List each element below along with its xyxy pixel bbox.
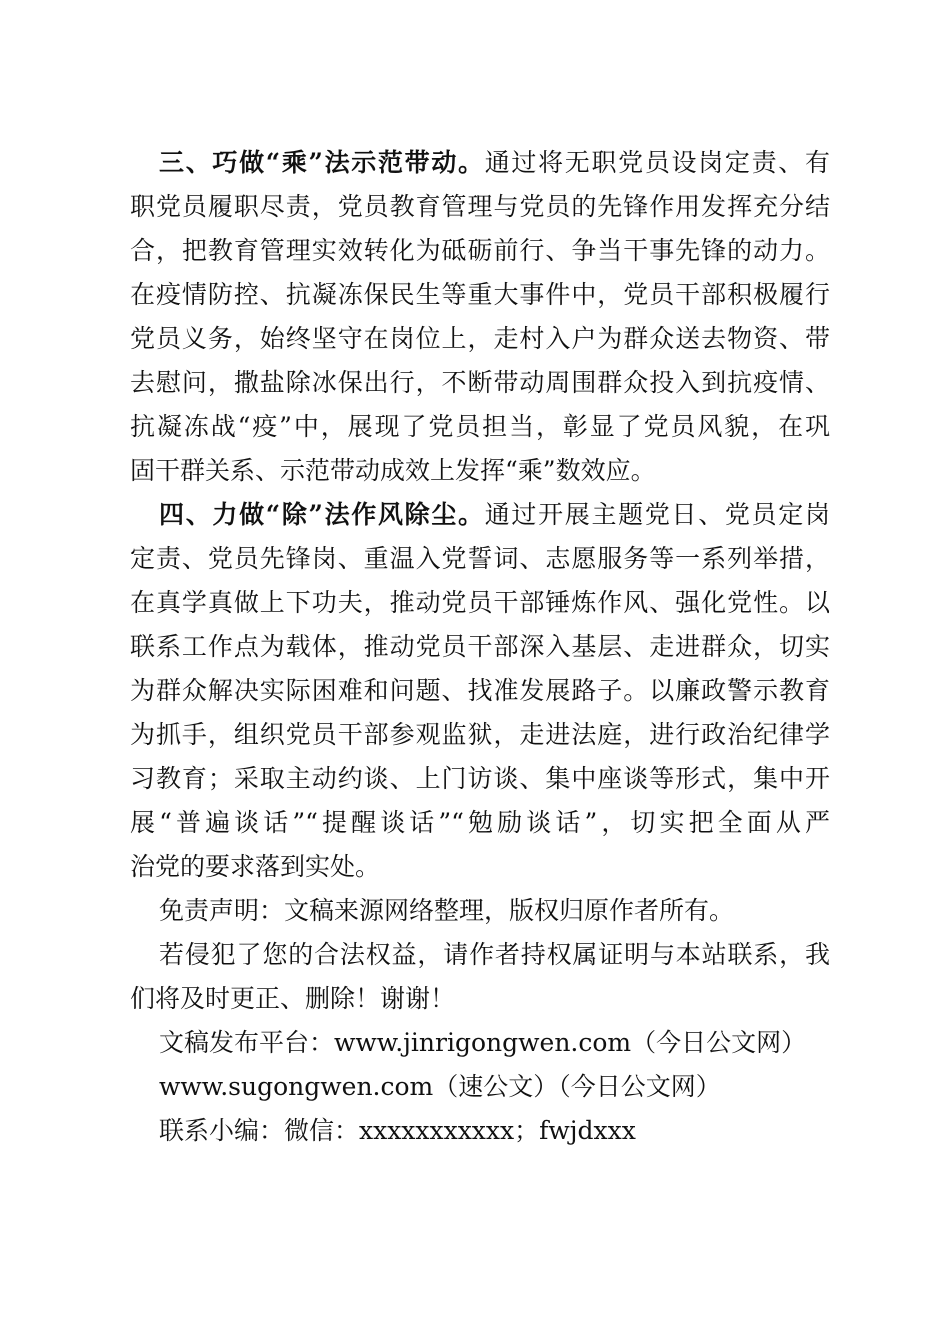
disclaimer xyxy=(130,889,830,1153)
paragraph-line: 治党的要求落到实处。 xyxy=(130,852,381,881)
paragraph-line: 合，把教育管理实效转化为砥砺前行、争当干事先锋的动力。 xyxy=(130,236,830,265)
section-heading: 四、力做“除”法作风除尘。 xyxy=(159,500,485,529)
paragraph-line: 习教育；采取主动约谈、上门访谈、集中座谈等形式，集中开 xyxy=(130,764,830,793)
paragraph-line: 为群众解决实际困难和问题、找准发展路子。以廉政警示教育 xyxy=(130,676,830,705)
disclaimer-line: 免责声明：文稿来源网络整理，版权归原作者所有。 xyxy=(159,896,735,925)
disclaimer-line: 若侵犯了您的合法权益，请作者持权属证明与本站联系，我 xyxy=(159,940,830,969)
paragraph-line: 固干群关系、示范带动成效上发挥“乘”数效应。 xyxy=(130,456,656,485)
disclaimer-line: 们将及时更正、删除！谢谢！ xyxy=(130,984,456,1013)
paragraph-line: 职党员履职尽责，党员教育管理与党员的先锋作用发挥充分结 xyxy=(130,192,830,221)
paragraph-line: 党员义务，始终坚守在岗位上，走村入户为群众送去物资、带 xyxy=(130,324,830,353)
section-heading: 三、巧做“乘”法示范带动。 xyxy=(159,148,485,177)
contact-line: 联系小编：微信：xxxxxxxxxxx；fwjdxxx xyxy=(159,1116,636,1145)
paragraph-line: 为抓手，组织党员干部参观监狱，走进法庭，进行政治纪律学 xyxy=(130,720,830,749)
paragraph-line: 在真学真做上下功夫，推动党员干部锤炼作风、强化党性。以 xyxy=(130,588,830,617)
site-line: www.sugongwen.com（速公文）（今日公文网） xyxy=(159,1072,721,1101)
paragraph-line xyxy=(130,493,830,537)
paragraph-line xyxy=(130,141,830,185)
paragraph-section-4 xyxy=(130,493,830,889)
document-page xyxy=(130,141,830,1153)
paragraph-line: 抗凝冻战“疫”中，展现了党员担当，彰显了党员风貌，在巩 xyxy=(130,412,830,441)
paragraph-line: 定责、党员先锋岗、重温入党誓词、志愿服务等一系列举措， xyxy=(130,544,830,573)
platform-line: 文稿发布平台：www.jinrigongwen.com（今日公文网） xyxy=(159,1028,807,1057)
paragraph-line: 在疫情防控、抗凝冻保民生等重大事件中，党员干部积极履行 xyxy=(130,280,830,309)
paragraph-line: 展“普遍谈话”“提醒谈话”“勉励谈话”，切实把全面从严 xyxy=(130,808,830,837)
paragraph-line: 去慰问，撒盐除冰保出行，不断带动周围群众投入到抗疫情、 xyxy=(130,368,830,397)
line-text: 通过将无职党员设岗定责、有 xyxy=(484,148,830,177)
paragraph-section-3 xyxy=(130,141,830,493)
paragraph-line: 联系工作点为载体，推动党员干部深入基层、走进群众，切实 xyxy=(130,632,830,661)
line-text: 通过开展主题党日、党员定岗 xyxy=(484,500,830,529)
